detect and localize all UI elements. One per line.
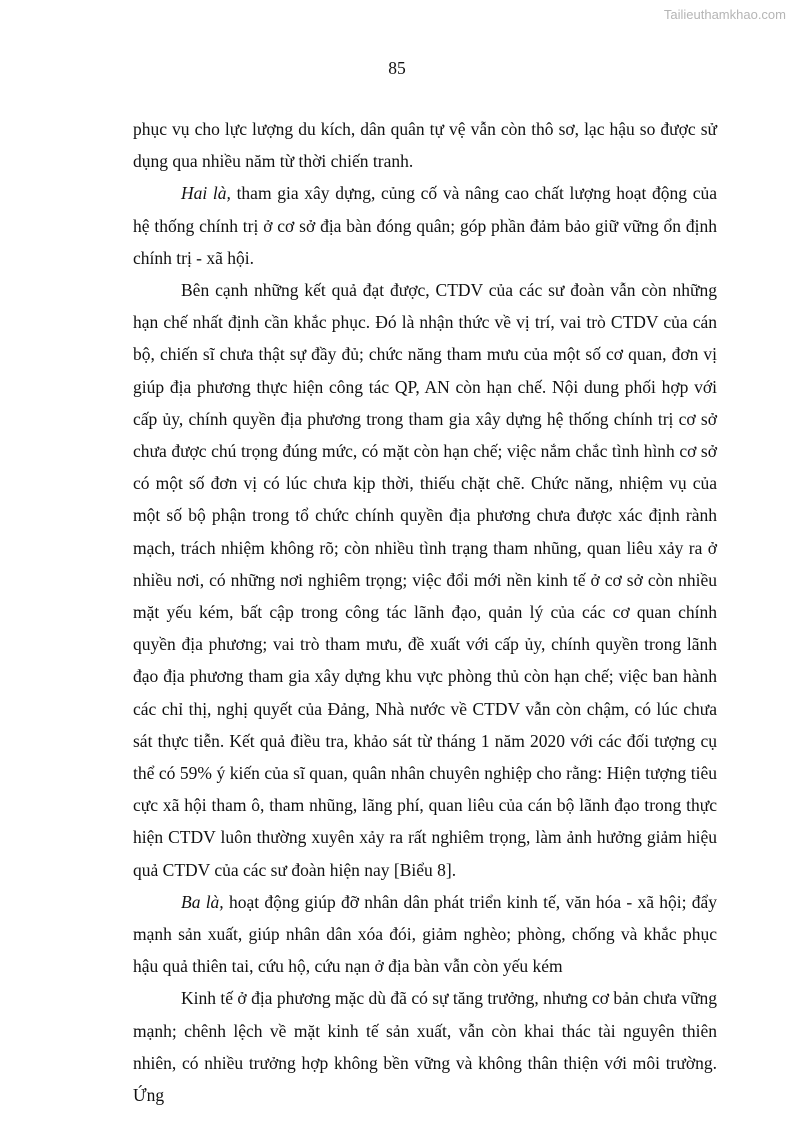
paragraph-lead: Ba là, <box>181 891 224 912</box>
paragraph-lead: Hai là, <box>181 183 231 204</box>
paragraph-4 <box>133 886 717 983</box>
paragraph-text: hoạt động giúp đỡ nhân dân phát triển kinh tế, văn hóa - xã hội; đẩy mạnh sản xuất, giúp nhân dân xóa đói, giảm nghèo; phòng, chống và khắc phục hậu quả thiên tai, cứu hộ, cứu nạn ở địa bàn vẫn còn yếu kém <box>133 891 717 977</box>
paragraph-text: tham gia xây dựng, củng cố và nâng cao chất lượng hoạt động của hệ thống chính trị ở cơ sở địa bàn đóng quân; góp phần đảm bảo giữ vững ổn định chính trị - xã hội. <box>133 183 717 268</box>
paragraph-5 <box>133 982 717 1111</box>
body-text <box>133 113 717 1111</box>
page-number: 85 <box>388 58 406 78</box>
paragraph-2 <box>133 177 717 274</box>
paragraph-text: Bên cạnh những kết quả đạt được, CTDV của các sư đoàn vẫn còn những hạn chế nhất định cần khắc phục. Đó là nhận thức về vị trí, vai trò CTDV của cán bộ, chiến sĩ chưa thật sự đầy đủ; chức năng tham mưu của một số cơ quan, đơn vị giúp địa phương thực hiện công tác QP, AN còn hạn chế. Nội dung phối hợp với cấp ủy, chính quyền địa phương trong tham gia xây dựng hệ thống chính trị cơ sở chưa được chú trọng đúng mức, có mặt còn hạn chế; việc nắm chắc tình hình cơ sở có một số đơn vị có lúc chưa kịp thời, thiếu chặt chẽ. Chức năng, nhiệm vụ của một số bộ phận trong tổ chức chính quyền địa phương chưa được xác định rành mạch, trách nhiệm không rõ; còn nhiều tình trạng tham nhũng, quan liêu xảy ra ở nhiều nơi, có những nơi nghiêm trọng; việc đổi mới nền kinh tế ở cơ sở còn nhiều mặt yếu kém, bất cập trong công tác lãnh đạo, quản lý của các cơ quan chính quyền địa phương; vai trò tham mưu, đề xuất với cấp ủy, chính quyền trong lãnh đạo địa phương tham gia xây dựng khu vực phòng thủ còn hạn chế; việc ban hành các chỉ thị, nghị quyết của Đảng, Nhà nước về CTDV vẫn còn chậm, có lúc chưa sát thực tiễn. Kết quả điều tra, khảo sát từ tháng 1 năm 2020 với các đối tượng cụ thể có 59% ý kiến của sĩ quan, quân nhân chuyên nghiệp cho rằng: Hiện tượng tiêu cực xã hội tham ô, tham nhũng, lãng phí, quan liêu của cán bộ lãnh đạo trong thực hiện CTDV luôn thường xuyên xảy ra rất nghiêm trọng, làm ảnh hưởng giảm hiệu quả CTDV của các sư đoàn hiện nay [Biểu 8]. <box>133 280 717 880</box>
paragraph-3 <box>133 274 717 886</box>
paragraph-text: phục vụ cho lực lượng du kích, dân quân tự vệ vẫn còn thô sơ, lạc hậu so được sử dụng qua nhiều năm từ thời chiến tranh. <box>133 119 717 172</box>
paragraph-1 <box>133 113 717 177</box>
paragraph-text: Kinh tế ở địa phương mặc dù đã có sự tăng trưởng, nhưng cơ bản chưa vững mạnh; chênh lệch về mặt kinh tế sản xuất, vẫn còn khai thác tài nguyên thiên nhiên, có nhiều trưởng hợp không bền vững và không thân thiện với môi trường. Ứng <box>133 988 717 1106</box>
watermark: Tailieuthamkhao.com <box>663 7 786 22</box>
